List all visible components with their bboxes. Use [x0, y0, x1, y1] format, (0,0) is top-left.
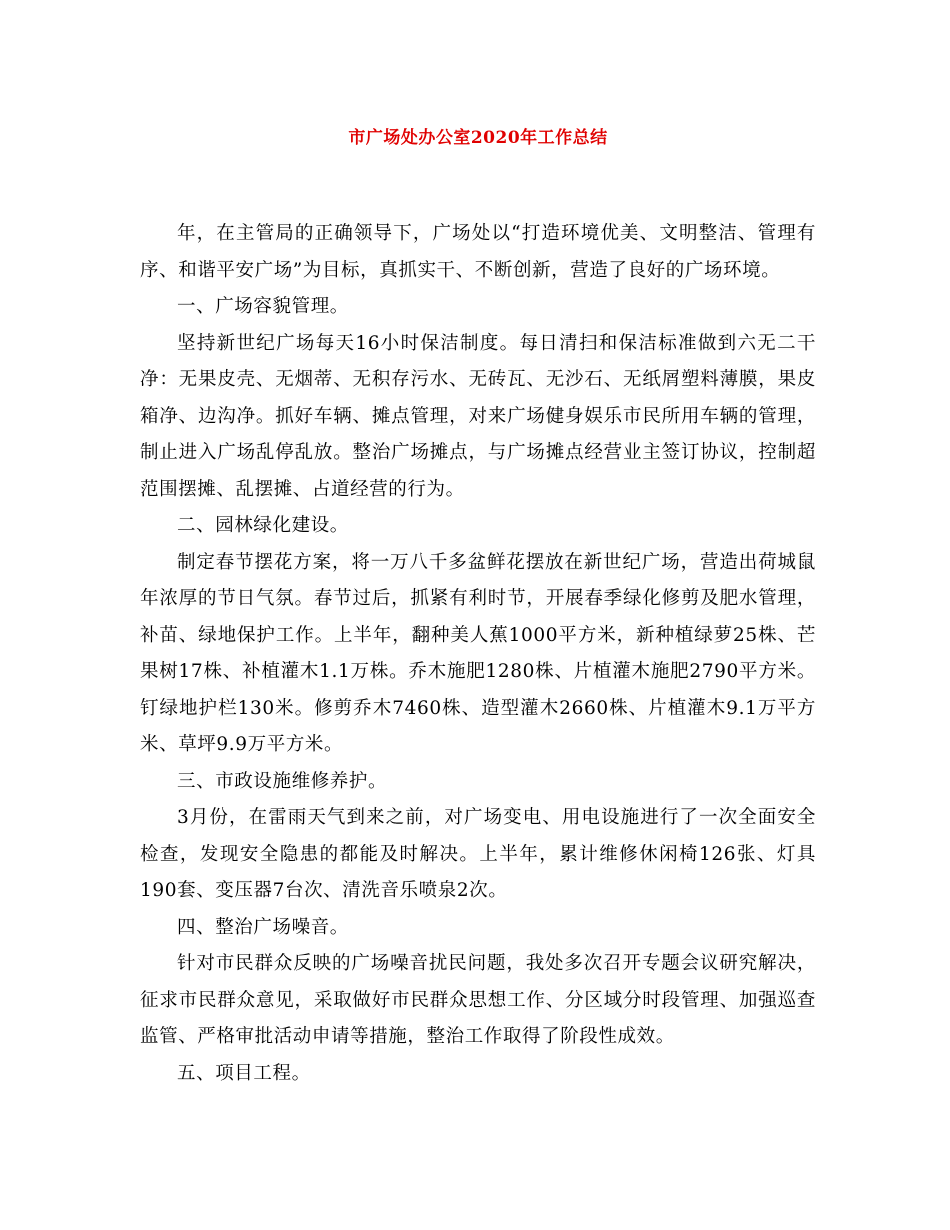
document-title: 市广场处办公室2020年工作总结: [348, 128, 608, 148]
paragraph-section-4: 针对市民群众反映的广场噪音扰民问题，我处多次召开专题会议研究解决，征求市民群众意见，采取做好市民群众思想工作、分区域分时段管理、加强巡查监管、严格审批活动申请等措施，整治工作取得了阶段性成效。: [140, 953, 816, 1047]
paragraph-intro: 年，在主管局的正确领导下，广场处以“打造环境优美、文明整洁、管理有序、和谐平安广场”为目标，真抓实干、不断创新，营造了良好的广场环境。: [140, 223, 816, 281]
section-heading-5: 五、项目工程。: [177, 1062, 311, 1084]
section-heading-1: 一、广场容貌管理。: [177, 296, 349, 317]
paragraph-section-3: 3月份，在雷雨天气到来之前，对广场变电、用电设施进行了一次全面安全检查，发现安全隐患的都能及时解决。上半年，累计维修休闲椅126张、灯具190套、变压器7台次、清洗音乐喷泉2次。: [140, 807, 816, 901]
paragraph-section-2: 制定春节摆花方案，将一万八千多盆鲜花摆放在新世纪广场，营造出荷城鼠年浓厚的节日气氛。春节过后，抓紧有利时节，开展春季绿化修剪及肥水管理，补苗、绿地保护工作。上半年，翻种美人蕉1000平方米，新种植绿萝25株、芒果树17株、补植灌木1.1万株。乔木施肥1280株、片植灌木施肥2790平方米。钉绿地护栏130米。修剪乔木7460株、造型灌木2660株、片植灌木9.1万平方米、草坪9.9万平方米。: [140, 551, 816, 755]
paragraph-section-1: 坚持新世纪广场每天16小时保洁制度。每日清扫和保洁标准做到六无二干净：无果皮壳、无烟蒂、无积存污水、无砖瓦、无沙石、无纸屑塑料薄膜，果皮箱净、边沟净。抓好车辆、摊点管理，对来广场健身娱乐市民所用车辆的管理，制止进入广场乱停乱放。整治广场摊点，与广场摊点经营业主签订协议，控制超范围摆摊、乱摆摊、占道经营的行为。: [140, 332, 816, 500]
section-heading-3: 三、市政设施维修养护。: [177, 770, 388, 792]
document-body: [140, 216, 816, 1092]
section-heading-4: 四、整治广场噪音。: [177, 916, 349, 938]
section-heading-2: 二、园林绿化建设。: [177, 515, 349, 536]
